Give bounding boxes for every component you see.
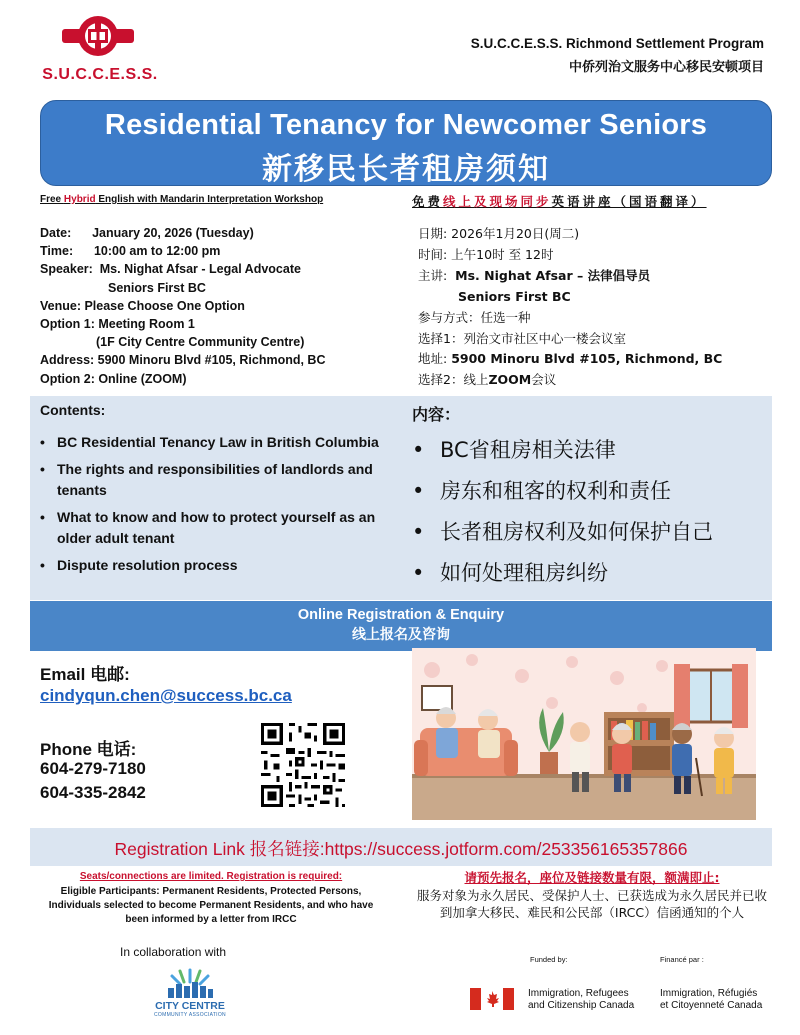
ircc-name-en: Immigration, Refugees and Citizenship Canada xyxy=(528,988,635,1011)
title-en: Residential Tenancy for Newcomer Seniors xyxy=(104,109,708,141)
contents-list-en xyxy=(40,432,380,582)
finance-par-label: Financé par : xyxy=(660,955,704,964)
venue-line: Venue: Please Choose One Option xyxy=(40,298,245,313)
event-details-en xyxy=(40,224,326,388)
speaker-line: Speaker: Ms. Nighat Afsar - Legal Advocate xyxy=(40,262,301,277)
address-line-zh: 地址: 5900 Minoru Blvd #105, Richmond, BC xyxy=(418,351,723,367)
qr-code-icon[interactable] xyxy=(258,720,348,810)
org-name-zh: 中侨列治文服务中心移民安顿项目 xyxy=(568,60,764,75)
list-item: • Dispute resolution process xyxy=(40,555,380,576)
speaker-line-zh: 主讲: Ms. Nighat Afsar – 法律倡导员 xyxy=(418,267,651,283)
registration-bar-en: Online Registration & Enquiry xyxy=(297,607,505,623)
address-line: Address: 5900 Minoru Blvd #105, Richmond, BC xyxy=(40,353,326,368)
eligibility-text-en: Eligible Participants: Permanent Residents, Protected Persons, Individuals selected to become Permanent Residents, and who have been informed by a letter from IRCC xyxy=(48,886,374,925)
workshop-line-zh: 免费线上及现场同步英语讲座（国语翻译） xyxy=(412,194,707,209)
venue-line-zh: 参与方式：任选一种 xyxy=(418,309,531,325)
city-centre-name: CITY CENTRE xyxy=(155,1000,225,1012)
date-line: Date: January 20, 2026 (Tuesday) xyxy=(40,226,254,240)
list-item: • BC省租房相关法律 xyxy=(412,436,772,464)
workshop-line-en: Free Hybrid English with Mandarin Interpretation Workshop xyxy=(40,194,324,205)
title-banner xyxy=(40,100,772,186)
phone-label: Phone 电话: xyxy=(40,740,137,759)
list-item: • 长者租房权利及如何保护自己 xyxy=(412,518,772,546)
event-details-zh xyxy=(418,224,722,391)
canada-flag-icon xyxy=(470,988,514,1010)
contents-heading-en: Contents: xyxy=(40,402,106,418)
option-2-line: Option 2: Online (ZOOM) xyxy=(40,371,187,386)
time-line-zh: 时间: 上午10时 至 12时 xyxy=(418,246,554,262)
city-centre-association: COMMUNITY ASSOCIATION xyxy=(154,1012,226,1018)
email-link[interactable]: cindyqun.chen@success.bc.ca xyxy=(40,686,292,705)
logo-text: S.U.C.C.E.S.S. xyxy=(42,66,158,83)
option-1-line: Option 1: Meeting Room 1 xyxy=(40,317,195,332)
collaboration-label: In collaboration with xyxy=(120,945,227,959)
time-line: Time: 10:00 am to 12:00 pm xyxy=(40,244,221,259)
option-1-line-zh: 选择1：列治文市社区中心一楼会议室 xyxy=(418,330,626,346)
list-item: • The rights and responsibilities of landlords and tenants xyxy=(40,459,380,501)
list-item: • 如何处理租房纠纷 xyxy=(412,559,772,587)
option-2-line-zh: 选择2：线上ZOOM会议 xyxy=(418,372,557,388)
option-1-location: (1F City Centre Community Centre) xyxy=(96,335,305,350)
ircc-name-fr: Immigration, Réfugiés et Citoyenneté Canada xyxy=(660,988,763,1011)
phone-number-2: 604-335-2842 xyxy=(40,783,146,802)
registration-link[interactable]: Registration Link 报名链接:https://success.jotform.com/253356165357866 xyxy=(114,839,688,859)
eligibility-heading-zh: 请预先报名，座位及链接数量有限，额满即止: xyxy=(464,870,720,885)
registration-bar xyxy=(30,601,772,651)
list-item: • What to know and how to protect yourself as an older adult tenant xyxy=(40,507,380,549)
list-item: • 房东和租客的权利和责任 xyxy=(412,477,772,505)
email-label: Email 电邮: xyxy=(40,665,130,684)
speaker-org-line-zh: Seniors First BC xyxy=(458,288,571,304)
registration-bar-zh: 线上报名及咨询 xyxy=(352,627,450,643)
title-zh: 新移民长者租房须知 xyxy=(262,152,550,187)
seniors-illustration xyxy=(412,648,756,820)
speaker-org-line: Seniors First BC xyxy=(108,280,206,295)
date-line-zh: 日期: 2026年1月20日(周二) xyxy=(418,226,580,241)
funded-by-label: Funded by: xyxy=(530,955,568,964)
eligibility-heading-en: Seats/connections are limited. Registration is required: xyxy=(79,871,343,882)
eligibility-text-zh: 服务对象为永久居民、受保护人士、已获选成为永久居民并已收到加拿大移民、难民和公民部（IRCC）信函通知的个人 xyxy=(416,888,767,920)
phone-number-1: 604-279-7180 xyxy=(40,759,146,778)
list-item: • BC Residential Tenancy Law in British Columbia xyxy=(40,432,380,453)
contents-list-zh xyxy=(412,436,772,600)
org-name-en: S.U.C.C.E.S.S. Richmond Settlement Program xyxy=(470,36,764,51)
success-logo-icon xyxy=(62,14,134,60)
contents-heading-zh: 内容： xyxy=(412,405,461,424)
